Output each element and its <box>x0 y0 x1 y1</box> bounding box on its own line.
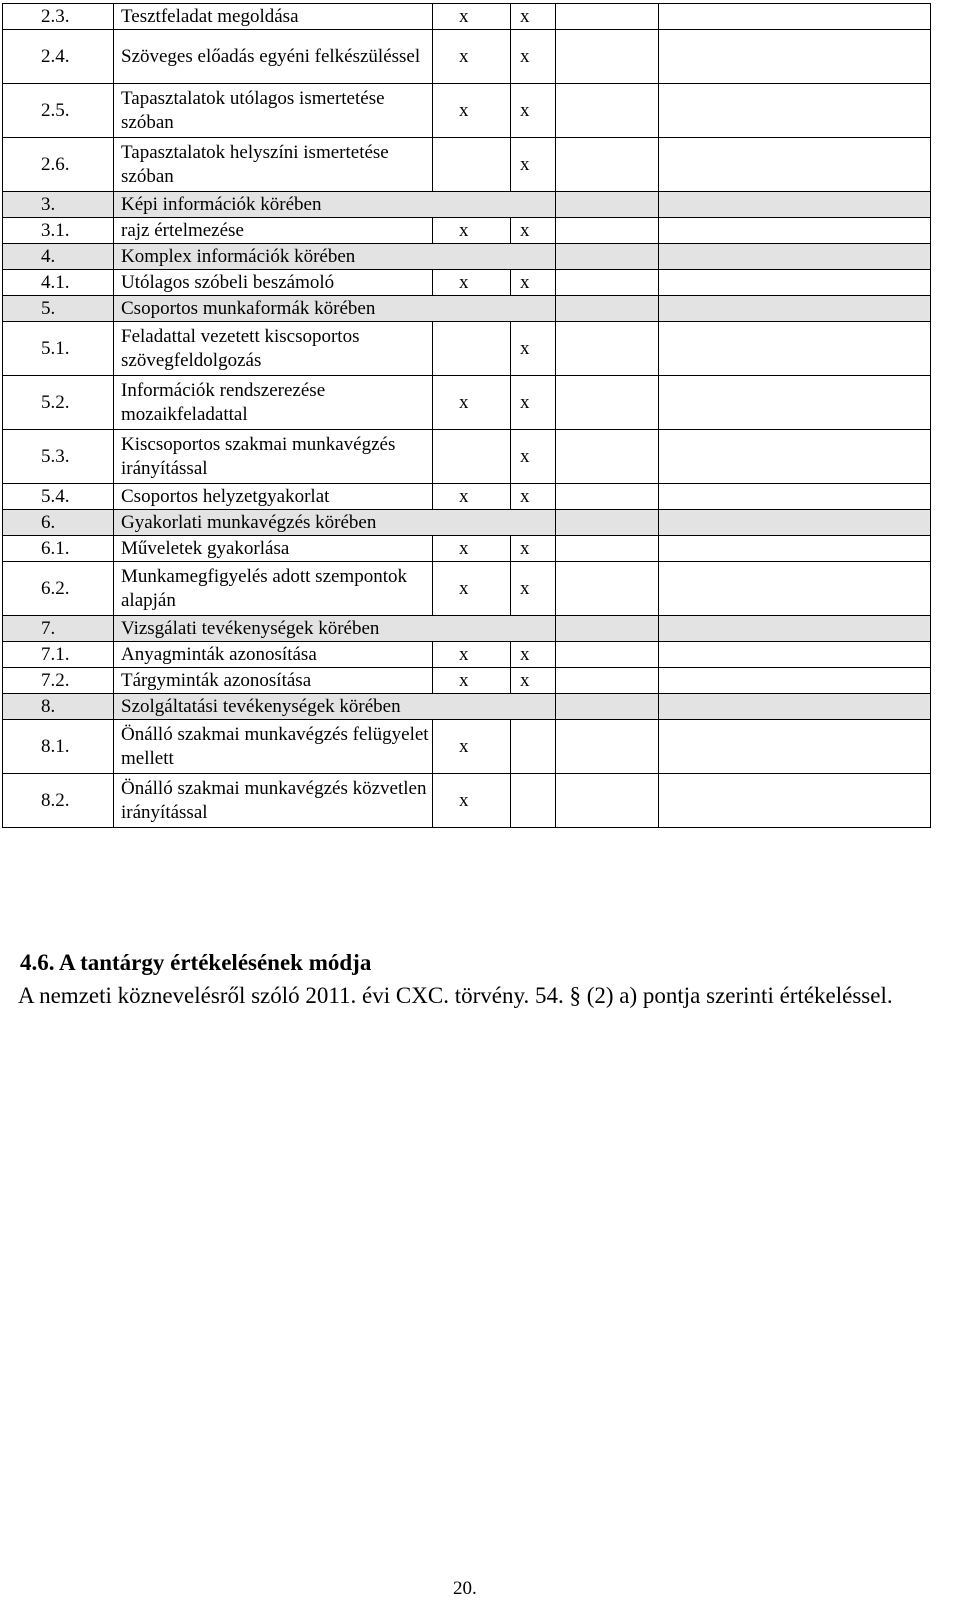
row-name-cell: Utólagos szóbeli beszámoló <box>114 270 433 296</box>
row-number-cell: 4.1. <box>3 270 114 296</box>
table-row <box>3 218 931 244</box>
empty-cell <box>659 694 931 720</box>
mark-cell-3 <box>556 536 659 562</box>
mark-cell-4 <box>659 562 931 616</box>
mark-cell-1 <box>433 138 511 192</box>
row-number-cell: 5.2. <box>3 376 114 430</box>
mark-cell-1: x <box>433 642 511 668</box>
mark-cell-3 <box>556 484 659 510</box>
row-name-cell: Tapasztalatok helyszíni ismertetése szóban <box>114 138 433 192</box>
section-header-row <box>3 244 931 270</box>
empty-cell <box>556 694 659 720</box>
section-number-cell: 6. <box>3 510 114 536</box>
method-table-wrapper <box>2 3 930 828</box>
empty-cell <box>659 192 931 218</box>
row-number-cell: 5.4. <box>3 484 114 510</box>
mark-cell-2: x <box>511 138 556 192</box>
mark-cell-2: x <box>511 84 556 138</box>
empty-cell <box>659 244 931 270</box>
mark-cell-3 <box>556 84 659 138</box>
section-number-cell: 7. <box>3 616 114 642</box>
empty-cell <box>556 192 659 218</box>
empty-cell <box>659 296 931 322</box>
table-row <box>3 84 931 138</box>
mark-cell-1: x <box>433 4 511 30</box>
table-row <box>3 668 931 694</box>
mark-cell-1: x <box>433 668 511 694</box>
row-number-cell: 7.1. <box>3 642 114 668</box>
section-header-row <box>3 694 931 720</box>
mark-cell-4 <box>659 774 931 828</box>
mark-cell-4 <box>659 376 931 430</box>
row-number-cell: 3.1. <box>3 218 114 244</box>
mark-cell-2: x <box>511 270 556 296</box>
mark-cell-2: x <box>511 30 556 84</box>
row-number-cell: 2.3. <box>3 4 114 30</box>
table-row <box>3 138 931 192</box>
mark-cell-1: x <box>433 84 511 138</box>
mark-cell-4 <box>659 30 931 84</box>
mark-cell-2 <box>511 774 556 828</box>
row-number-cell: 6.1. <box>3 536 114 562</box>
row-number-cell: 2.5. <box>3 84 114 138</box>
section-number-cell: 5. <box>3 296 114 322</box>
mark-cell-2: x <box>511 430 556 484</box>
mark-cell-4 <box>659 484 931 510</box>
empty-cell <box>556 244 659 270</box>
mark-cell-3 <box>556 720 659 774</box>
mark-cell-1: x <box>433 536 511 562</box>
mark-cell-4 <box>659 218 931 244</box>
mark-cell-2: x <box>511 4 556 30</box>
section-name-cell: Komplex információk körében <box>114 244 556 270</box>
mark-cell-2: x <box>511 668 556 694</box>
row-name-cell: Anyagminták azonosítása <box>114 642 433 668</box>
mark-cell-4 <box>659 322 931 376</box>
empty-cell <box>556 510 659 536</box>
method-table <box>2 3 931 828</box>
row-name-cell: Tárgyminták azonosítása <box>114 668 433 694</box>
mark-cell-4 <box>659 668 931 694</box>
section-number-cell: 3. <box>3 192 114 218</box>
row-name-cell: Csoportos helyzetgyakorlat <box>114 484 433 510</box>
mark-cell-2: x <box>511 562 556 616</box>
mark-cell-1: x <box>433 30 511 84</box>
section-name-cell: Képi információk körében <box>114 192 556 218</box>
mark-cell-2: x <box>511 218 556 244</box>
table-row <box>3 642 931 668</box>
mark-cell-2: x <box>511 484 556 510</box>
section-name-cell: Szolgáltatási tevékenységek körében <box>114 694 556 720</box>
page-number: 20. <box>453 1578 477 1599</box>
mark-cell-4 <box>659 4 931 30</box>
row-number-cell: 6.2. <box>3 562 114 616</box>
mark-cell-1 <box>433 430 511 484</box>
mark-cell-3 <box>556 376 659 430</box>
section-name-cell: Csoportos munkaformák körében <box>114 296 556 322</box>
mark-cell-3 <box>556 642 659 668</box>
mark-cell-3 <box>556 562 659 616</box>
row-name-cell: Feladattal vezetett kiscsoportos szövegfeldolgozás <box>114 322 433 376</box>
section-paragraph: A nemzeti köznevelésről szóló 2011. évi CXC. törvény. 54. § (2) a) pontja szerinti értékeléssel. <box>18 983 893 1008</box>
mark-cell-2: x <box>511 642 556 668</box>
mark-cell-4 <box>659 84 931 138</box>
table-row <box>3 376 931 430</box>
table-row <box>3 720 931 774</box>
section-number-cell: 4. <box>3 244 114 270</box>
mark-cell-4 <box>659 430 931 484</box>
mark-cell-3 <box>556 774 659 828</box>
section-name-cell: Gyakorlati munkavégzés körében <box>114 510 556 536</box>
table-row <box>3 430 931 484</box>
row-number-cell: 8.2. <box>3 774 114 828</box>
mark-cell-4 <box>659 536 931 562</box>
row-name-cell: Tesztfeladat megoldása <box>114 4 433 30</box>
mark-cell-4 <box>659 720 931 774</box>
row-name-cell: Szöveges előadás egyéni felkészüléssel <box>114 30 433 84</box>
row-number-cell: 5.1. <box>3 322 114 376</box>
empty-cell <box>556 296 659 322</box>
mark-cell-3 <box>556 430 659 484</box>
mark-cell-3 <box>556 270 659 296</box>
empty-cell <box>659 510 931 536</box>
section-name-cell: Vizsgálati tevékenységek körében <box>114 616 556 642</box>
mark-cell-1: x <box>433 218 511 244</box>
section-header-row <box>3 192 931 218</box>
row-name-cell: Munkamegfigyelés adott szempontok alapján <box>114 562 433 616</box>
table-row <box>3 270 931 296</box>
mark-cell-2: x <box>511 536 556 562</box>
row-number-cell: 8.1. <box>3 720 114 774</box>
section-number-cell: 8. <box>3 694 114 720</box>
table-row <box>3 484 931 510</box>
mark-cell-1: x <box>433 720 511 774</box>
mark-cell-4 <box>659 642 931 668</box>
mark-cell-4 <box>659 138 931 192</box>
table-row <box>3 536 931 562</box>
section-header-row <box>3 616 931 642</box>
row-name-cell: Műveletek gyakorlása <box>114 536 433 562</box>
row-number-cell: 7.2. <box>3 668 114 694</box>
row-name-cell: Önálló szakmai munkavégzés felügyelet mellett <box>114 720 433 774</box>
mark-cell-1: x <box>433 270 511 296</box>
mark-cell-3 <box>556 668 659 694</box>
mark-cell-4 <box>659 270 931 296</box>
table-row <box>3 4 931 30</box>
row-name-cell: Kiscsoportos szakmai munkavégzés irányítással <box>114 430 433 484</box>
table-row <box>3 30 931 84</box>
method-table-body <box>3 4 931 828</box>
mark-cell-2: x <box>511 322 556 376</box>
table-row <box>3 562 931 616</box>
table-row <box>3 774 931 828</box>
row-number-cell: 2.6. <box>3 138 114 192</box>
mark-cell-3 <box>556 322 659 376</box>
section-header-row <box>3 510 931 536</box>
mark-cell-3 <box>556 4 659 30</box>
empty-cell <box>556 616 659 642</box>
section-header-row <box>3 296 931 322</box>
row-number-cell: 5.3. <box>3 430 114 484</box>
mark-cell-2 <box>511 720 556 774</box>
mark-cell-1: x <box>433 376 511 430</box>
empty-cell <box>659 616 931 642</box>
mark-cell-3 <box>556 218 659 244</box>
mark-cell-3 <box>556 30 659 84</box>
mark-cell-2: x <box>511 376 556 430</box>
row-name-cell: Információk rendszerezése mozaikfeladattal <box>114 376 433 430</box>
row-name-cell: rajz értelmezése <box>114 218 433 244</box>
section-title: 4.6. A tantárgy értékelésének módja <box>20 950 372 975</box>
mark-cell-1 <box>433 322 511 376</box>
mark-cell-1: x <box>433 562 511 616</box>
row-name-cell: Tapasztalatok utólagos ismertetése szóban <box>114 84 433 138</box>
row-number-cell: 2.4. <box>3 30 114 84</box>
mark-cell-1: x <box>433 774 511 828</box>
row-name-cell: Önálló szakmai munkavégzés közvetlen irányítással <box>114 774 433 828</box>
mark-cell-3 <box>556 138 659 192</box>
mark-cell-1: x <box>433 484 511 510</box>
table-row <box>3 322 931 376</box>
